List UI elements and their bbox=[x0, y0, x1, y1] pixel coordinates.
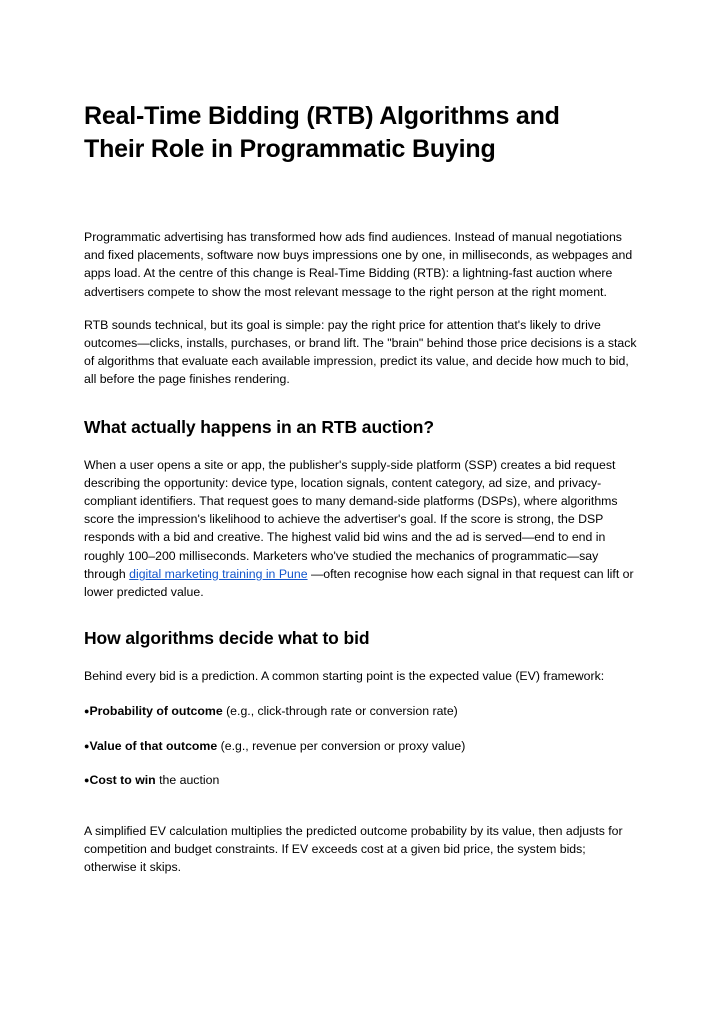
section-heading-rtb-auction: What actually happens in an RTB auction? bbox=[84, 416, 434, 437]
list-item-lead: Cost to win bbox=[89, 772, 156, 787]
ev-framework-paragraph: Behind every bid is a prediction. A common starting point is the expected value (EV) framework: bbox=[84, 669, 605, 684]
spacer bbox=[84, 166, 638, 228]
document-content bbox=[84, 100, 638, 877]
rtb-auction-text-before-link: When a user opens a site or app, the publisher's supply-side platform (SSP) creates a bid request describing the opportunity: device type, location signals, content category, ad size, and privacy-compliant identifiers. That request goes to many demand-side platforms (DSPs), where algorithms score the impression's likelihood to achieve the advertiser's goal. If the score is strong, the DSP responds with a bid and creative. The highest valid bid wins and the ad is served—end to end in roughly 100–200 milliseconds. Marketers who've studied the mechanics of programmatic—say through bbox=[84, 457, 618, 581]
section-heading-how-algorithms-decide: How algorithms decide what to bid bbox=[84, 628, 370, 649]
spacer bbox=[84, 439, 638, 456]
ev-closing-paragraph: A simplified EV calculation multiplies the predicted outcome probability by its value, then adjusts for competition and budget constraints. If EV exceeds cost at a given bid price, the system bids; otherwise it skips. bbox=[84, 824, 623, 875]
spacer bbox=[84, 650, 638, 667]
spacer bbox=[84, 789, 638, 822]
list-item bbox=[84, 702, 638, 720]
rtb-auction-text-after-link: —often recognise how each signal in that request can lift or lower predicted value. bbox=[84, 566, 634, 600]
spacer bbox=[84, 301, 638, 316]
spacer bbox=[84, 685, 638, 702]
list-item-rest: (e.g., revenue per conversion or proxy value) bbox=[217, 738, 466, 753]
list-item-lead: Probability of outcome bbox=[89, 704, 223, 719]
list-item-lead: Value of that outcome bbox=[89, 738, 218, 753]
list-item-rest: (e.g., click-through rate or conversion rate) bbox=[222, 704, 458, 719]
page-title: Real-Time Bidding (RTB) Algorithms and Their Role in Programmatic Buying bbox=[84, 102, 560, 163]
bullet-dot-icon: ● bbox=[84, 706, 90, 717]
digital-marketing-training-link[interactable]: digital marketing training in Pune bbox=[129, 566, 308, 581]
list-item bbox=[84, 771, 638, 789]
rtb-auction-paragraph bbox=[84, 456, 638, 602]
bullet-dot-icon: ● bbox=[84, 774, 90, 785]
intro-paragraph-1: Programmatic advertising has transformed how ads find audiences. Instead of manual negotiations and fixed placements, software now buys impressions one by one, in milliseconds, as webpages and apps load. At the centre of this change is Real-Time Bidding (RTB): a lightning-fast auction where advertisers compete to show the most relevant message to the right person at the right moment. bbox=[84, 230, 633, 299]
intro-paragraph-2: RTB sounds technical, but its goal is simple: pay the right price for attention that's likely to drive outcomes—clicks, installs, purchases, or brand lift. The "brain" behind those price decisions is a stack of algorithms that evaluate each available impression, predict its value, and decide how much to bid, all before the page finishes rendering. bbox=[84, 317, 637, 387]
ev-framework-bullet-list bbox=[84, 702, 638, 789]
spacer bbox=[84, 389, 638, 416]
bullet-dot-icon: ● bbox=[84, 740, 90, 751]
list-item-rest: the auction bbox=[155, 772, 220, 787]
spacer bbox=[84, 601, 638, 627]
list-item bbox=[84, 737, 638, 755]
